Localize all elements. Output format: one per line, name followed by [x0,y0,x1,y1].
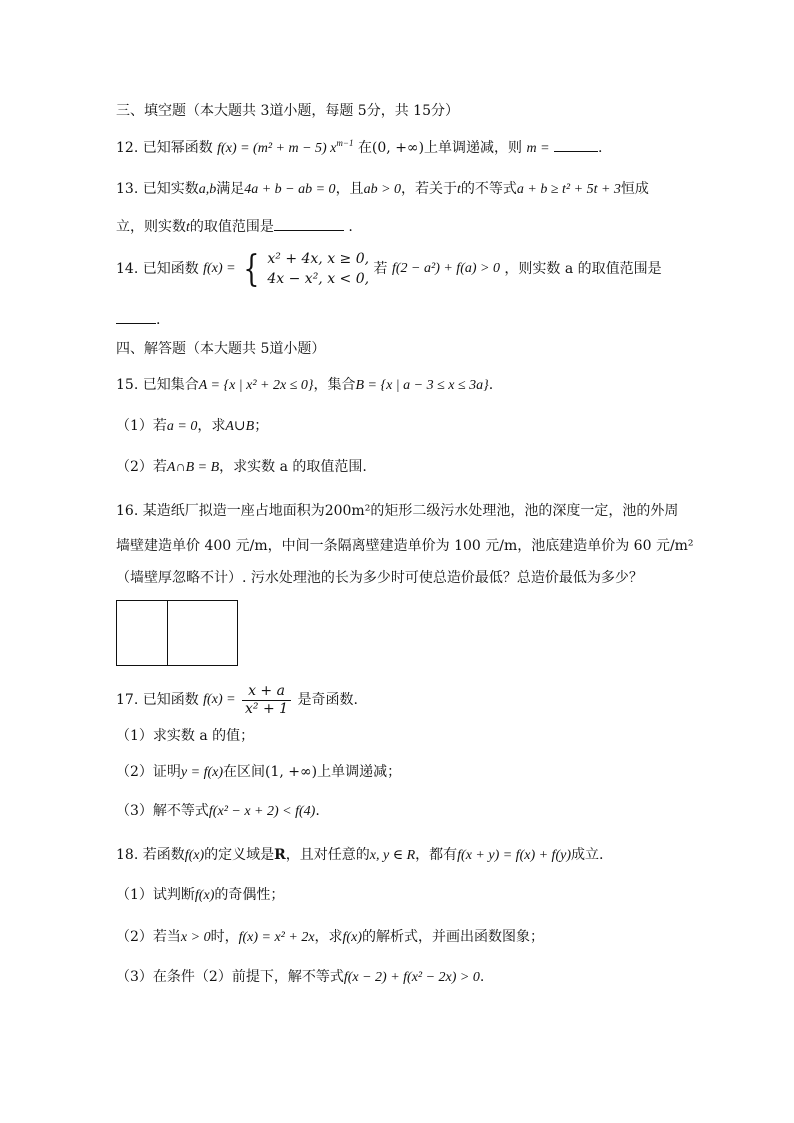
q18-real-set: R [274,847,286,863]
q17-p3-text-a: （3）解不等式 [116,803,209,819]
q12-prefix: 12. 已知幂函数 [116,140,213,156]
q18-p3-expression: f(x − 2) + f(x² − 2x) > 0 [343,970,480,985]
q13-text-e: 的不等式 [460,181,517,197]
q17-function: f(x) = [203,691,236,707]
question-18-part-3 [116,969,484,987]
q13-text-g: 立，则实数 [116,219,186,235]
q17-numerator: x + a [242,683,291,701]
question-12 [116,139,602,158]
q13-text-a: 13. 已知实数 [116,181,199,197]
q18-p2-text-b: 时， [210,929,239,945]
question-16-line-2: 墙壁建造单价 400 元/m，中间一条隔离壁建造单价为 100 元/m，池底建造单价为 60 元/m² [116,538,694,554]
pool-divider-wall [167,601,168,665]
q17-denominator: x² + 1 [245,700,289,717]
pool-diagram [116,600,238,666]
q14-case-1: x² + 4x, x ≥ 0, [267,251,370,267]
q18-p2-expression: f(x) = x² + 2x [238,930,315,945]
q17-p2-text-b: 在区间(1, +∞)上单调递减； [223,764,402,780]
question-18-part-1 [116,887,284,905]
q14-end: . [156,312,161,328]
q13-t2: t [186,220,190,235]
q18-p1-text-b: 的奇偶性； [214,887,285,903]
q13-condition-1: 4a + b − ab = 0 [244,182,336,197]
section-3-heading: 三、填空题（本大题共 3道小题，每题 5分，共 15分） [116,103,459,119]
q15-text-b: ，集合 [313,377,356,393]
q13-inequality: a + b ≥ t² + 5t + 3 [516,182,621,197]
q12-function: f(x) = (m² + m − 5) x [217,141,337,156]
q13-text-d: ，若关于 [401,181,458,197]
q12-var: m = [526,141,550,156]
q15-p1-expression: A∪B [225,419,255,434]
q15-p2-condition: A∩B = B [166,460,220,475]
q14-tail: ，则实数 a 的取值范围是 [504,261,662,278]
q15-p1-text-b: ，求 [197,418,226,434]
q13-text-c: ，且 [335,181,364,197]
question-17-part-3 [116,803,320,821]
q14-function: f(x) = [203,261,236,277]
question-18 [116,847,603,865]
q18-p2-condition: x > 0 [180,930,211,945]
q15-p1-condition: a = 0 [166,419,198,434]
q13-vars: a,b [198,182,217,197]
q18-text-d: ，都有 [415,847,458,863]
q13-text-f: 恒成 [620,181,649,197]
question-17-part-2 [116,764,401,782]
q15-p2-text-a: （2）若 [116,459,167,475]
q15-p2-text-b: ，求实数 a 的取值范围. [219,459,367,475]
q14-answer-blank[interactable] [116,311,156,324]
q18-p2-text-d: 的解析式，并画出函数图象； [361,929,544,945]
q15-p1-end: ； [254,418,269,434]
q15-text-a: 15. 已知集合 [116,377,199,393]
q14-mid: 若 [373,261,388,278]
q18-text-a: 18. 若函数 [116,847,185,863]
q17-p2-expression: y = f(x) [180,765,224,780]
q14-condition: f(2 − a²) + f(a) > 0 [392,261,500,277]
question-17 [116,683,358,718]
q15-end: . [488,377,494,393]
q15-set-a: A = {x | x² + 2x ≤ 0} [198,378,314,393]
q13-text-b: 满足 [216,181,245,197]
q18-text-e: 成立. [570,847,604,863]
q18-text-b: 的定义域是 [204,847,275,863]
question-13-line-1 [116,181,649,199]
q18-equation: f(x + y) = f(x) + f(y) [457,848,571,863]
q13-answer-blank[interactable] [274,218,344,231]
question-14-answer-line [116,311,160,329]
q18-xy: x, y ∈ R [369,848,416,863]
question-15 [116,377,493,395]
q18-p1-fx: f(x) [194,888,215,903]
question-16-line-1: 16. 某造纸厂拟造一座占地面积为200m²的矩形二级污水处理池，池的深度一定，池的外周 [116,503,679,519]
q18-p2-fx: f(x) [342,930,362,945]
q17-suffix: 是奇函数. [297,691,358,708]
question-13-line-2 [116,218,353,237]
q14-prefix: 14. 已知函数 [116,261,199,278]
q18-p2-text-c: ，求 [314,929,343,945]
q18-text-c: ，且对任意的 [285,847,370,863]
q13-end: . [348,219,353,235]
q18-fx: f(x) [184,848,205,863]
q17-p2-text-a: （2）证明 [116,764,181,780]
question-15-part-2 [116,459,367,477]
q12-mid: 在(0, +∞)上单调递减，则 [357,140,523,156]
q18-p3-text-a: （3）在条件（2）前提下，解不等式 [116,969,344,985]
question-14 [116,250,662,289]
question-16-line-3: （墙壁厚忽略不计）. 污水处理池的长为多少时可使总造价最低？总造价最低为多少？ [116,570,643,586]
question-18-part-2 [116,929,544,947]
q12-answer-blank[interactable] [554,139,598,152]
q18-p3-end: . [479,969,485,985]
q17-p3-end: . [315,803,320,819]
q12-end: . [598,140,603,156]
left-brace-icon: { [243,248,260,290]
q13-condition-2: ab > 0 [363,182,402,197]
q18-p1-text-a: （1）试判断 [116,887,195,903]
question-17-part-1: （1）求实数 a 的值； [116,728,255,744]
q17-prefix: 17. 已知函数 [116,691,199,708]
q15-p1-text-a: （1）若 [116,418,167,434]
q17-fraction [242,683,291,718]
q15-set-b: B = {x | a − 3 ≤ x ≤ 3a} [355,378,489,393]
q17-p3-expression: f(x² − x + 2) < f(4) [208,804,316,819]
question-15-part-1 [116,418,268,436]
q18-p2-text-a: （2）若当 [116,929,181,945]
q13-text-h: 的取值范围是 [189,219,274,235]
q13-t: t [457,182,461,197]
section-4-heading: 四、解答题（本大题共 5道小题） [116,341,326,357]
q14-case-2: 4x − x², x < 0, [267,270,370,287]
q12-exponent: m−1 [336,138,354,148]
q14-piecewise [240,250,369,289]
